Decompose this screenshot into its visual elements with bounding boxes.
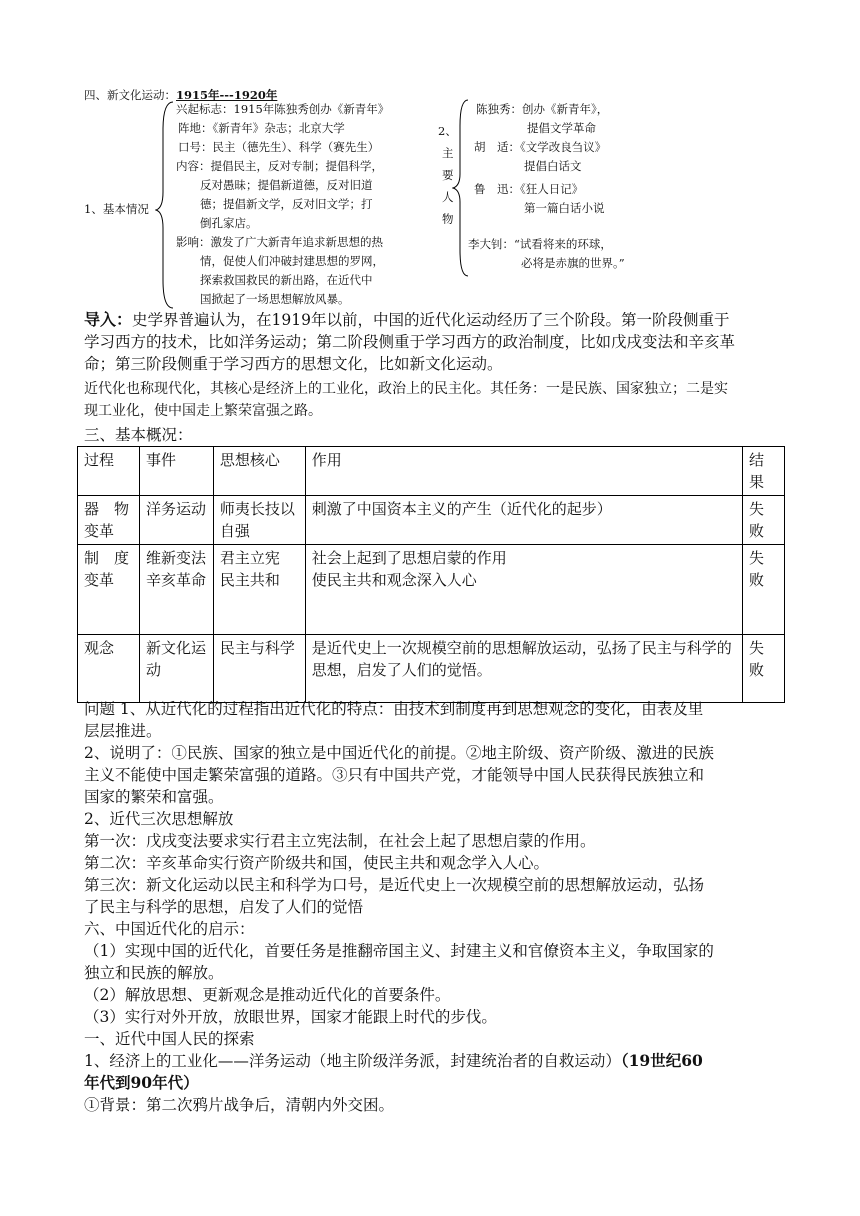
body-line: 第二次：辛亥革命实行资产阶级共和国，使民主共和观念学入人心。 <box>84 854 550 872</box>
info-line: 影响：激发了广大新青年追求新思想的热 <box>176 235 383 249</box>
info-line: 反对愚昧；提倡新道德，反对旧道 <box>200 178 373 192</box>
body-line <box>84 1050 784 1072</box>
info-line: 情，促使人们冲破封建思想的罗网， <box>200 254 384 268</box>
section-heading-text: 四、新文化运动： <box>84 88 176 102</box>
figure-li <box>468 235 625 273</box>
figure-chen <box>476 100 608 138</box>
header-cell: 思想核心 <box>213 447 305 496</box>
intro-line: 命；第三阶段侧重于学习西方的思想文化，比如新文化运动。 <box>84 355 503 373</box>
figure-line: 必将是赤旗的世界。” <box>521 256 625 270</box>
definition-line: 近代化也称现代化，其核心是经济上的工业化，政治上的民主化。其任务：一是民族、国家独立；二是实 <box>84 381 728 397</box>
figure-line: 鲁 迅：《狂人日记》 <box>474 182 584 196</box>
event-cell: 维新变法 辛亥革命 <box>139 545 213 635</box>
body-line: 层层推进。 <box>84 722 162 740</box>
header-cell: 过程 <box>78 447 140 496</box>
body-line: 独立和民族的解放。 <box>84 964 224 982</box>
body-line: （1）实现中国的近代化，首要任务是推翻帝国主义、封建主义和官僚资本主义，争取国家的 <box>84 942 714 960</box>
info-line: 兴起标志：1915年陈独秀创办《新青年》 <box>176 102 390 116</box>
body-line: 一、近代中国人民的探索 <box>84 1030 255 1048</box>
body-line: 主义不能使中国走繁荣富强的道路。③只有中国共产党，才能领导中国人民获得民族独立和 <box>84 766 705 784</box>
basic-info-label: 1、基本情况 <box>84 202 149 216</box>
effect-cell: 是近代史上一次规模空前的思想解放运动，弘扬了民主与科学的思想，启发了人们的觉悟。 <box>305 635 742 703</box>
core-cell: 师夷长技以自强 <box>213 496 305 545</box>
basic-info-block <box>176 100 389 309</box>
core-cell: 君主立宪 民主共和 <box>213 545 305 635</box>
body-line: 六、中国近代化的启示： <box>84 920 255 938</box>
tail-normal: 1、经济上的工业化——洋务运动（地主阶级洋务派，封建统治者的自救运动） <box>84 1052 621 1070</box>
info-line: 阵地：《新青年》杂志；北京大学 <box>178 121 345 135</box>
figure-lu <box>474 180 605 218</box>
figure-line: 李大钊：“试看将来的环球， <box>468 237 612 251</box>
figure-line: 提倡文学革命 <box>527 121 596 135</box>
table-header-row <box>78 447 785 496</box>
body-text <box>84 698 784 1116</box>
result-cell: 失败 <box>743 545 785 635</box>
info-line: 内容：提倡民主，反对专制；提倡科学， <box>176 159 383 173</box>
effect-cell: 刺激了中国资本主义的产生（近代化的起步） <box>305 496 742 545</box>
figure-line: 提倡白话文 <box>524 159 582 173</box>
figure-line: 陈独秀：创办《新青年》， <box>476 102 609 116</box>
figure-line: 第一篇白话小说 <box>524 201 605 215</box>
figure-hu <box>474 138 606 176</box>
body-line: 第三次：新文化运动以民主和科学为口号，是近代史上一次规模空前的思想解放运动，弘扬 <box>84 876 705 894</box>
info-line: 国掀起了一场思想解放风暴。 <box>200 292 350 306</box>
core-cell: 民主与科学 <box>213 635 305 703</box>
event-cell: 新文化运动 <box>139 635 213 703</box>
body-line: （2）解放思想、更新观念是推动近代化的首要条件。 <box>84 986 451 1004</box>
info-line: 口号：民主（德先生）、科学（赛先生） <box>178 140 380 154</box>
effect-cell: 社会上起到了思想启蒙的作用 使民主共和观念深入人心 <box>305 545 742 635</box>
result-cell: 失败 <box>743 496 785 545</box>
modernization-definition <box>84 378 784 422</box>
table-row <box>78 496 785 545</box>
figures-label-char: 要 <box>442 168 454 182</box>
tail-bold: （19世纪60 <box>620 1051 703 1070</box>
figures-label-char: 主 <box>442 146 454 160</box>
info-line: 倒孔家店。 <box>200 216 258 230</box>
overview-heading: 三、基本概况： <box>84 426 193 444</box>
event-cell: 洋务运动 <box>139 496 213 545</box>
body-line: 2、近代三次思想解放 <box>84 810 234 828</box>
info-line: 德；提倡新文学，反对旧文学；打 <box>200 197 373 211</box>
figures-label-char: 物 <box>442 212 454 226</box>
intro-line: 学习西方的技术，比如洋务运动；第二阶段侧重于学习西方的政治制度，比如戊戌变法和辛亥革 <box>84 333 736 351</box>
intro-line: 史学界普遍认为，在1919年以前，中国的近代化运动经历了三个阶段。第一阶段侧重于 <box>132 311 730 329</box>
process-cell: 制 度变革 <box>78 545 140 635</box>
process-cell: 观念 <box>78 635 140 703</box>
left-brace <box>155 100 175 310</box>
figure-line: 胡 适：《文学改良刍议》 <box>474 140 607 154</box>
overview-table <box>77 446 785 703</box>
header-cell: 作用 <box>305 447 742 496</box>
body-line: 问题 1、从近代化的过程指出近代化的特点：由技术到制度再到思想观念的变化，由表及里 <box>84 700 704 718</box>
info-line: 探索救国救民的新出路，在近代中 <box>200 273 373 287</box>
table-row <box>78 545 785 635</box>
body-line: 了民主与科学的思想，启发了人们的觉悟 <box>84 898 364 916</box>
body-line: 2、说明了：①民族、国家的独立是中国近代化的前提。②地主阶级、资产阶级、激进的民族 <box>84 744 714 762</box>
intro-paragraph <box>84 309 784 375</box>
table-row <box>78 635 785 703</box>
figures-label-char: 人 <box>442 190 454 204</box>
intro-label: 导入： <box>84 310 133 329</box>
process-cell: 器 物变革 <box>78 496 140 545</box>
body-line: 年代到90年代） <box>84 1073 199 1092</box>
body-line: ①背景：第二次鸦片战争后，清朝内外交困。 <box>84 1096 395 1114</box>
result-cell: 失败 <box>743 635 785 703</box>
definition-line: 现工业化，使中国走上繁荣富强之路。 <box>84 403 322 419</box>
figures-label-number: 2、 <box>438 124 457 138</box>
section-heading-years: 1915年---1920年 <box>176 88 278 102</box>
body-line: 国家的繁荣和富强。 <box>84 788 224 806</box>
body-line: 第一次：戊戌变法要求实行君主立宪法制，在社会上起了思想启蒙的作用。 <box>84 832 596 850</box>
header-cell: 事件 <box>139 447 213 496</box>
header-cell: 结果 <box>743 447 785 496</box>
body-line: （3）实行对外开放，放眼世界，国家才能跟上时代的步伐。 <box>84 1008 497 1026</box>
